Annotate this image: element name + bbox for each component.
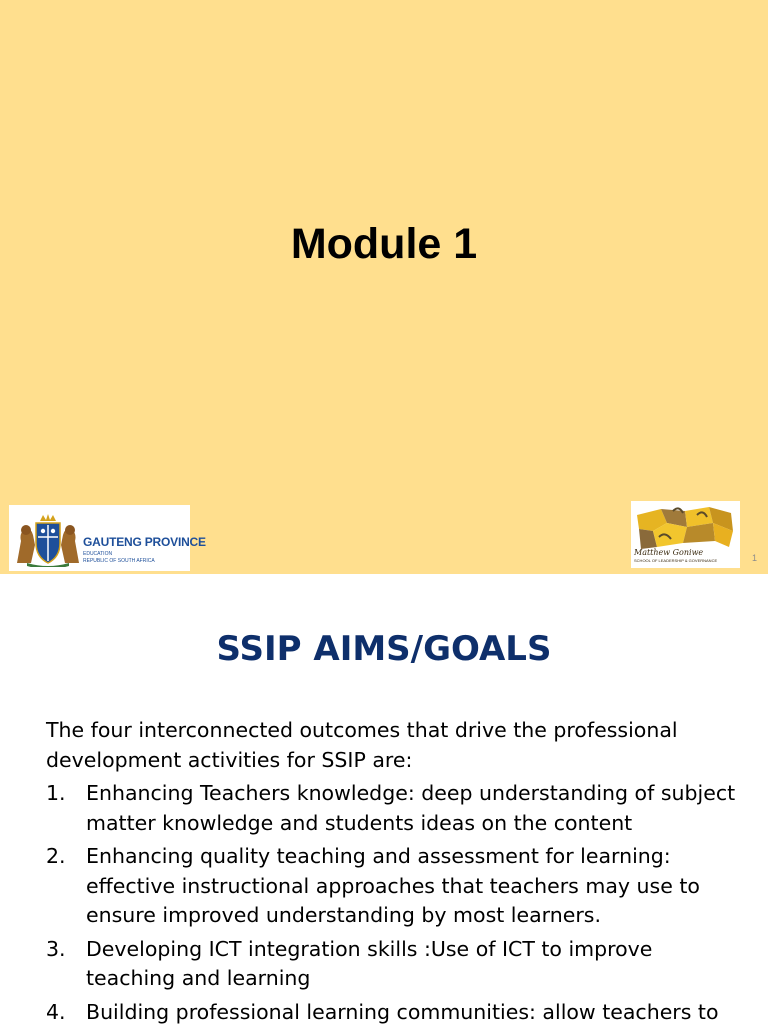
outcomes-list (46, 779, 736, 1024)
list-item-number: 2. (46, 844, 66, 868)
list-item-text: Developing ICT integration skills :Use of ICT to improve teaching and learning (86, 936, 653, 990)
list-item (46, 842, 736, 931)
school-logo-name: Matthew Goniwe (634, 548, 704, 557)
list-item-number: 4. (46, 999, 66, 1024)
list-item (46, 998, 736, 1024)
gauteng-department: EDUCATION (83, 551, 113, 557)
list-item-number: 1. (46, 781, 66, 805)
list-item (46, 935, 736, 994)
school-logo-subtitle: SCHOOL OF LEADERSHIP & GOVERNANCE (634, 558, 718, 563)
matthew-goniwe-school-logo (631, 501, 740, 568)
coat-of-arms-icon (13, 511, 83, 567)
list-item-number: 3. (46, 936, 66, 961)
slide-title: SSIP AIMS/GOALS (216, 629, 552, 669)
list-item (46, 779, 736, 838)
gauteng-province-name: GAUTENG PROVINCE (83, 535, 206, 549)
list-item-text: Enhancing quality teaching and assessment for learning: effective instructional approaches that teachers may use to ensure improved understanding by most learners. (86, 844, 700, 927)
gauteng-country: REPUBLIC OF SOUTH AFRICA (83, 558, 155, 564)
gauteng-province-logo (9, 505, 206, 571)
list-item-text: Enhancing Teachers knowledge: deep understanding of subject matter knowledge and students ideas on the content (86, 781, 736, 835)
slide-title: Module 1 (290, 220, 478, 268)
list-item-text: Building professional learning communities: allow teachers to (86, 999, 719, 1024)
slide-ssip-aims (0, 574, 768, 1024)
intro-paragraph: The four interconnected outcomes that drive the professional development activities for SSIP are: (46, 718, 678, 772)
slide-body (46, 716, 736, 1024)
slide-page-number: 1 (752, 553, 758, 563)
